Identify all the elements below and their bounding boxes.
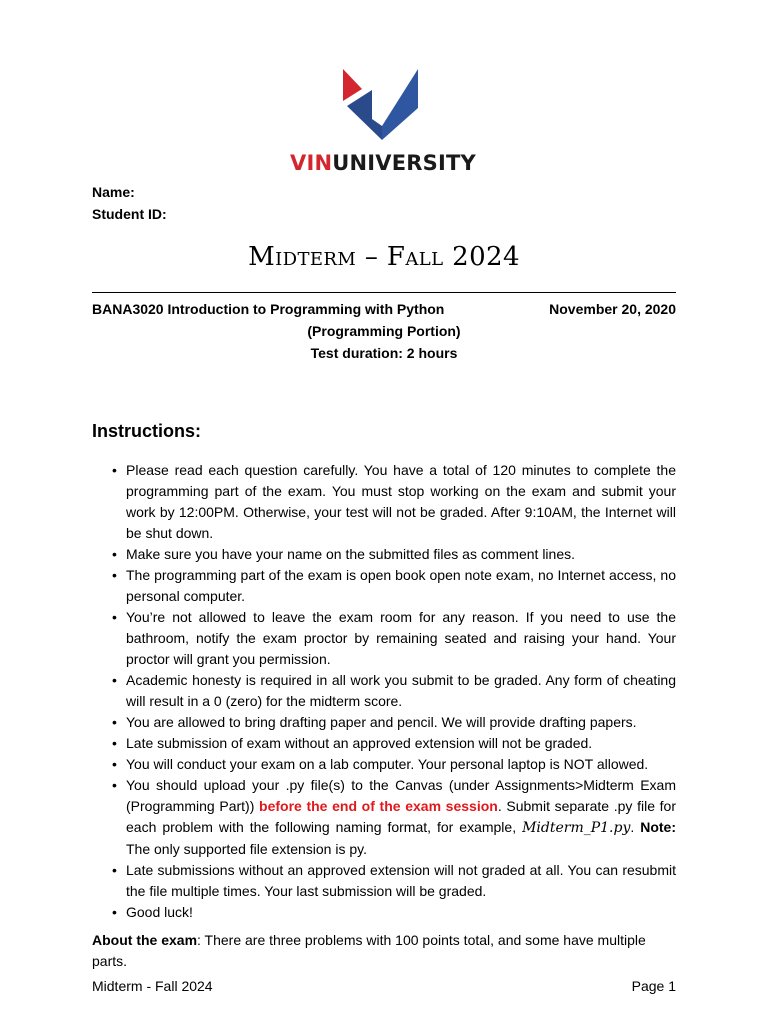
logo-red-triangle — [343, 69, 362, 101]
instruction-text: Late submissions without an approved extension will not graded at all. You can resubmit the file multiple times. Your last submission will be graded. — [126, 862, 676, 899]
upload-text-part1: You should upload your .py file(s) to the Canvas (under Assignments>Midterm Exam (Programming Part)) — [126, 777, 676, 814]
bullet-icon: • — [112, 609, 117, 625]
page-number: Page 1 — [631, 978, 676, 994]
footer-title: Midterm - Fall 2024 — [92, 978, 213, 994]
bullet-icon: • — [112, 462, 117, 478]
instruction-text: Make sure you have your name on the submitted files as comment lines. — [126, 546, 575, 562]
filename-example: Midterm_P1.py — [522, 820, 631, 836]
instruction-text: Late submission of exam without an approved extension will not be graded. — [126, 735, 593, 751]
university-logo-text — [290, 150, 474, 176]
instruction-text: You’re not allowed to leave the exam room for any reason. If you need to use the bathroom, notify the exam proctor by remaining seated and raising your hand. Your proctor will grant you permission. — [126, 609, 676, 667]
exam-duration: Test duration: 2 hours — [310, 345, 458, 361]
logo-chevron-icon — [290, 66, 474, 156]
bullet-icon: • — [112, 862, 117, 878]
logo-right-wing — [382, 69, 418, 140]
instruction-text: Please read each question carefully. You have a total of 120 minutes to complete the programming part of the exam. You must stop working on the exam and submit your work by 12:00PM. Otherwise, your test will not be graded. After 9:10AM, the Internet will be shut down. — [126, 462, 676, 541]
bullet-icon: • — [112, 546, 117, 562]
exam-portion: (Programming Portion) — [307, 323, 461, 339]
student-id-label: Student ID: — [92, 206, 167, 222]
upload-text-part3: . — [630, 819, 641, 835]
bullet-icon: • — [112, 735, 117, 751]
exam-title: Midterm – Fall 2024 — [248, 242, 520, 272]
instruction-text: You will conduct your exam on a lab computer. Your personal laptop is NOT allowed. — [126, 756, 649, 772]
about-exam — [92, 930, 676, 972]
bullet-icon: • — [112, 904, 117, 920]
name-label: Name: — [92, 184, 135, 200]
university-logo-mark — [290, 66, 474, 156]
exam-date: November 20, 2020 — [549, 301, 676, 317]
instruction-text: Good luck! — [126, 904, 193, 920]
bullet-icon: • — [112, 756, 117, 772]
title-rule — [92, 292, 676, 293]
logo-left-wing — [347, 90, 382, 140]
instruction-item — [112, 607, 676, 670]
upload-text-part2: . Submit separate .py file for each problem with the following naming format, for example, — [126, 798, 676, 835]
instructions-list — [112, 460, 676, 923]
bullet-icon: • — [112, 672, 117, 688]
bullet-icon: • — [112, 714, 117, 730]
instruction-item-upload — [112, 775, 676, 860]
logo-text-university: UNIVERSITY — [332, 151, 476, 175]
upload-text-part4: The only supported file extension is py. — [126, 841, 367, 857]
instruction-item — [112, 460, 676, 544]
instructions-heading: Instructions: — [92, 421, 202, 441]
instruction-item — [112, 670, 676, 712]
course-name: BANA3020 Introduction to Programming with Python — [92, 301, 445, 317]
instruction-item — [112, 754, 676, 775]
instruction-item — [112, 733, 676, 754]
instruction-item — [112, 712, 676, 733]
instruction-item — [112, 544, 676, 565]
instruction-item — [112, 860, 676, 902]
instruction-text: Academic honesty is required in all work you submit to be graded. Any form of cheating will result in a 0 (zero) for the midterm score. — [126, 672, 676, 709]
instruction-text: You are allowed to bring drafting paper and pencil. We will provide drafting papers. — [126, 714, 637, 730]
logo-text-vin: VIN — [290, 151, 333, 175]
about-text: : There are three problems with 100 points total, and some have multiple parts. — [92, 932, 646, 969]
about-label: About the exam — [92, 932, 198, 948]
bullet-icon: • — [112, 567, 117, 583]
upload-deadline-emphasis: before the end of the exam session — [259, 798, 498, 814]
instruction-item — [112, 902, 676, 923]
instruction-item — [112, 565, 676, 607]
bullet-icon: • — [112, 777, 117, 793]
note-label: Note: — [640, 819, 677, 835]
instruction-text: The programming part of the exam is open book open note exam, no Internet access, no personal computer. — [126, 567, 676, 604]
